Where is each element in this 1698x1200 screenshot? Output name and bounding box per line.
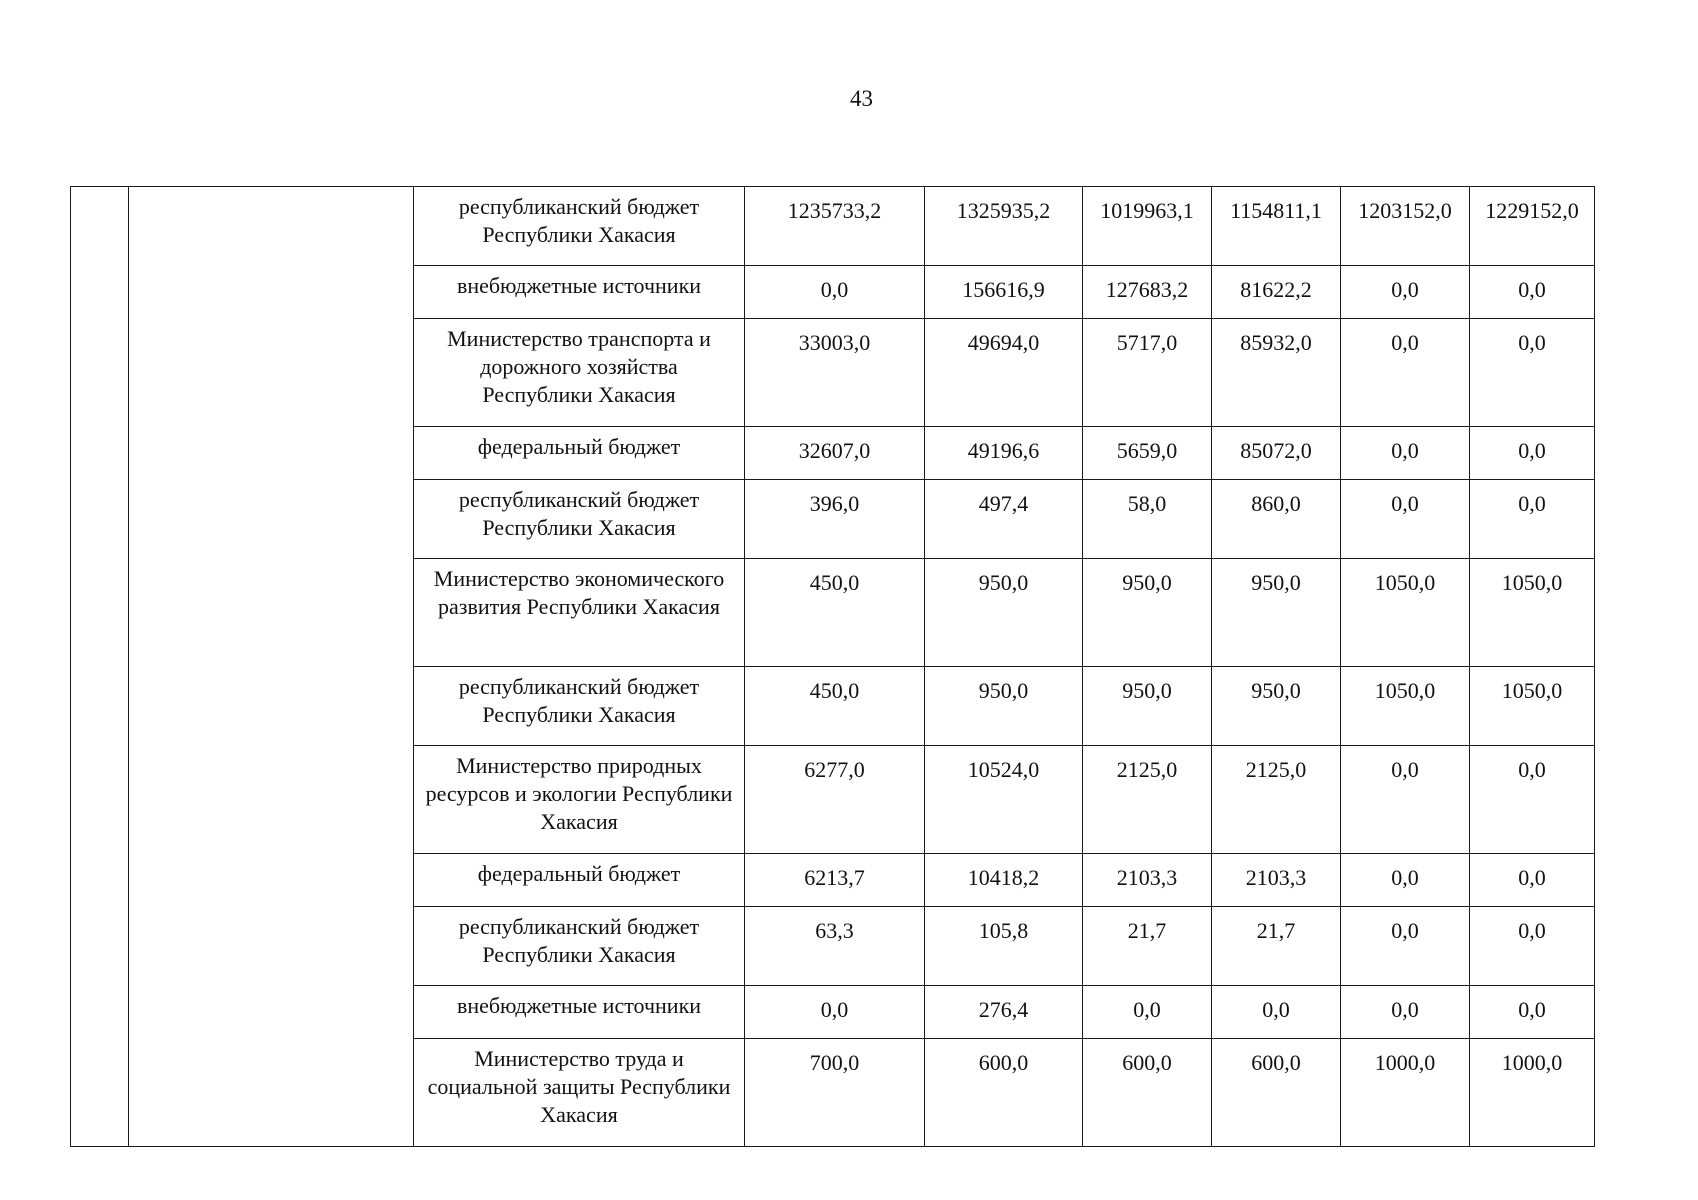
empty-number-cell [71,667,129,746]
value-cell: 58,0 [1083,480,1212,559]
value-cell: 1325935,2 [925,187,1083,266]
value-cell: 1229152,0 [1470,187,1595,266]
value-cell: 2125,0 [1083,746,1212,854]
value-cell: 396,0 [745,480,925,559]
value-cell: 85932,0 [1212,319,1341,427]
page-number: 43 [850,86,873,111]
empty-number-cell [71,319,129,427]
value-cell: 0,0 [1470,907,1595,986]
value-cell: 950,0 [925,667,1083,746]
budget-table-body [71,187,1595,1147]
table-row [71,667,1595,746]
value-cell: 950,0 [1083,559,1212,667]
value-cell: 0,0 [1470,427,1595,480]
empty-number-cell [71,480,129,559]
value-cell: 49694,0 [925,319,1083,427]
row-source-name: Министерство экономического развития Республики Хакасия [414,559,745,667]
value-cell: 0,0 [1341,319,1470,427]
empty-program-cell [129,427,414,480]
row-source-name: внебюджетные источники [414,266,745,319]
value-cell: 1050,0 [1341,559,1470,667]
value-cell: 105,8 [925,907,1083,986]
table-row [71,266,1595,319]
empty-number-cell [71,266,129,319]
empty-number-cell [71,986,129,1039]
value-cell: 2103,3 [1083,854,1212,907]
empty-number-cell [71,427,129,480]
value-cell: 0,0 [745,986,925,1039]
empty-number-cell [71,854,129,907]
empty-program-cell [129,746,414,854]
empty-program-cell [129,480,414,559]
value-cell: 276,4 [925,986,1083,1039]
value-cell: 63,3 [745,907,925,986]
value-cell: 33003,0 [745,319,925,427]
value-cell: 950,0 [1083,667,1212,746]
value-cell: 0,0 [745,266,925,319]
value-cell: 700,0 [745,1039,925,1147]
value-cell: 0,0 [1341,854,1470,907]
table-row [71,427,1595,480]
value-cell: 0,0 [1470,319,1595,427]
value-cell: 450,0 [745,667,925,746]
table-row [71,559,1595,667]
row-source-name: федеральный бюджет [414,854,745,907]
empty-program-cell [129,319,414,427]
value-cell: 1203152,0 [1341,187,1470,266]
row-source-name: Министерство природных ресурсов и экологии Республики Хакасия [414,746,745,854]
table-row [71,746,1595,854]
value-cell: 1050,0 [1341,667,1470,746]
empty-program-cell [129,854,414,907]
value-cell: 1154811,1 [1212,187,1341,266]
value-cell: 497,4 [925,480,1083,559]
value-cell: 5717,0 [1083,319,1212,427]
value-cell: 0,0 [1341,986,1470,1039]
value-cell: 0,0 [1341,907,1470,986]
value-cell: 450,0 [745,559,925,667]
value-cell: 0,0 [1470,266,1595,319]
value-cell: 21,7 [1212,907,1341,986]
value-cell: 600,0 [925,1039,1083,1147]
value-cell: 0,0 [1341,746,1470,854]
value-cell: 127683,2 [1083,266,1212,319]
empty-number-cell [71,907,129,986]
empty-program-cell [129,559,414,667]
empty-program-cell [129,187,414,266]
row-source-name: республиканский бюджет Республики Хакасия [414,187,745,266]
table-row [71,1039,1595,1147]
value-cell: 156616,9 [925,266,1083,319]
value-cell: 860,0 [1212,480,1341,559]
value-cell: 600,0 [1212,1039,1341,1147]
value-cell: 1050,0 [1470,559,1595,667]
empty-number-cell [71,746,129,854]
empty-number-cell [71,1039,129,1147]
value-cell: 21,7 [1083,907,1212,986]
empty-program-cell [129,667,414,746]
row-source-name: Министерство транспорта и дорожного хозяйства Республики Хакасия [414,319,745,427]
value-cell: 2125,0 [1212,746,1341,854]
value-cell: 10418,2 [925,854,1083,907]
value-cell: 0,0 [1470,746,1595,854]
value-cell: 1235733,2 [745,187,925,266]
value-cell: 0,0 [1470,480,1595,559]
value-cell: 0,0 [1470,986,1595,1039]
row-source-name: республиканский бюджет Республики Хакасия [414,480,745,559]
table-row [71,187,1595,266]
table-row [71,319,1595,427]
value-cell: 0,0 [1083,986,1212,1039]
value-cell: 32607,0 [745,427,925,480]
value-cell: 6277,0 [745,746,925,854]
row-source-name: федеральный бюджет [414,427,745,480]
value-cell: 950,0 [1212,667,1341,746]
empty-program-cell [129,907,414,986]
value-cell: 81622,2 [1212,266,1341,319]
empty-number-cell [71,187,129,266]
row-source-name: Министерство труда и социальной защиты Республики Хакасия [414,1039,745,1147]
value-cell: 49196,6 [925,427,1083,480]
value-cell: 0,0 [1470,854,1595,907]
value-cell: 6213,7 [745,854,925,907]
empty-program-cell [129,1039,414,1147]
row-source-name: республиканский бюджет Республики Хакасия [414,667,745,746]
empty-program-cell [129,986,414,1039]
empty-number-cell [71,559,129,667]
value-cell: 0,0 [1341,480,1470,559]
row-source-name: внебюджетные источники [414,986,745,1039]
table-row [71,907,1595,986]
value-cell: 950,0 [925,559,1083,667]
value-cell: 950,0 [1212,559,1341,667]
value-cell: 5659,0 [1083,427,1212,480]
row-source-name: республиканский бюджет Республики Хакасия [414,907,745,986]
value-cell: 1000,0 [1341,1039,1470,1147]
value-cell: 1000,0 [1470,1039,1595,1147]
value-cell: 85072,0 [1212,427,1341,480]
value-cell: 600,0 [1083,1039,1212,1147]
value-cell: 2103,3 [1212,854,1341,907]
value-cell: 0,0 [1341,427,1470,480]
table-row [71,854,1595,907]
table-row [71,986,1595,1039]
budget-table [70,186,1595,1147]
value-cell: 0,0 [1341,266,1470,319]
value-cell: 10524,0 [925,746,1083,854]
value-cell: 1019963,1 [1083,187,1212,266]
value-cell: 0,0 [1212,986,1341,1039]
table-row [71,480,1595,559]
empty-program-cell [129,266,414,319]
value-cell: 1050,0 [1470,667,1595,746]
